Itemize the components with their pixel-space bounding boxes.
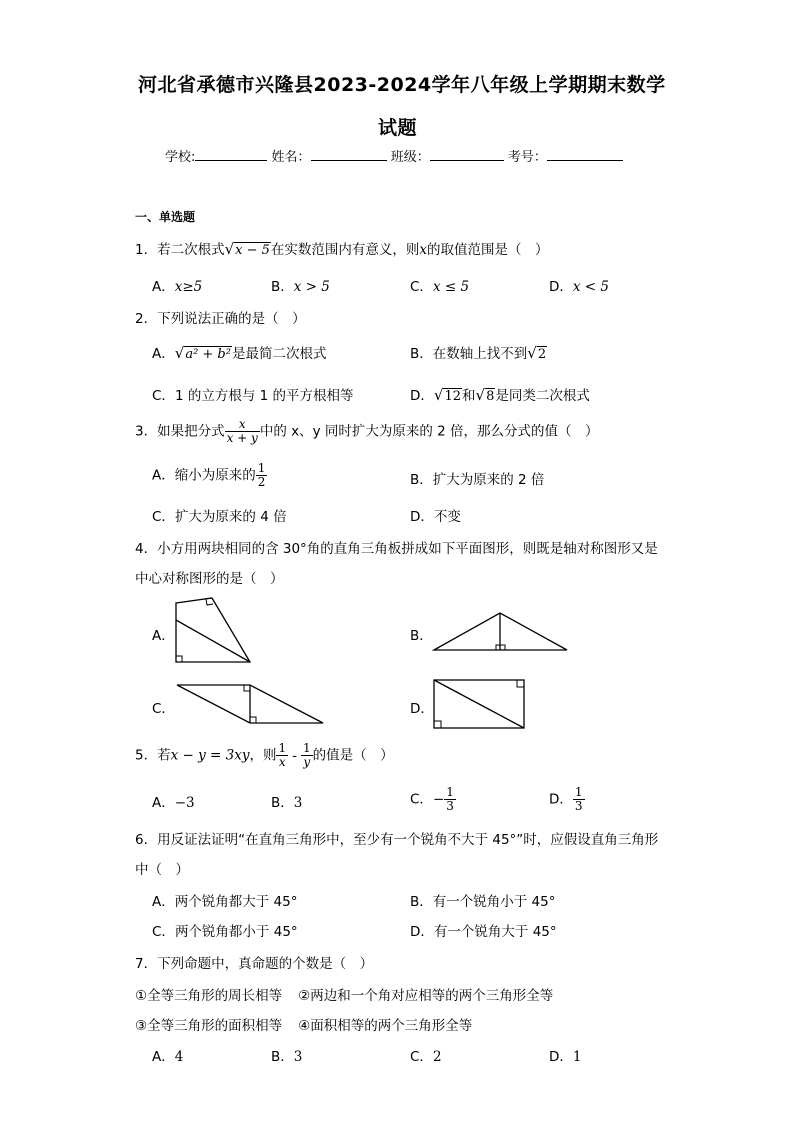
q5-option-d[interactable]: D． $\frac{1}{3}$ [549,785,583,813]
q5-condition: x − y = 3xy [170,747,250,764]
q7-statements-row1 [135,984,553,1004]
q2-option-a[interactable]: A．√a² + b²是最简二次根式 [152,344,327,362]
section-title: 一、单选题 [135,210,196,224]
q1-suffix: 的取值范围是（ ） [427,242,549,258]
question-2: 2．下列说法正确的是（ ） [135,311,306,327]
q1-option-b[interactable]: B．x > 5 [271,279,330,295]
q1-option-c[interactable]: C．x ≤ 5 [410,279,470,295]
page-title-line1: 河北省承德市兴隆县2023-2024学年八年级上学期期末数学 [138,74,666,96]
q3-option-d[interactable]: D．不变 [410,509,461,525]
q7-statement-4: ④面积相等的两个三角形全等 [298,1018,473,1034]
student-info-row [165,146,623,165]
q1-prefix: 1．若二次根式 [135,242,225,258]
q7-option-b[interactable]: B．3 [271,1049,303,1065]
q7-statement-3: ③全等三角形的面积相等 [135,1018,283,1034]
q5-option-a[interactable]: A．−3 [152,795,195,811]
name-label: 姓名： [271,150,311,165]
q5-option-c[interactable]: C．− $\frac{1}{3}$ [410,785,454,813]
q3-fraction: $\frac{x}{x + y}$ [226,417,258,445]
class-label: 班级： [390,150,430,165]
q3-option-c[interactable]: C．扩大为原来的 4 倍 [152,509,287,525]
q1-var: x [419,242,428,258]
question-5: 5．若x − y = 3xy，则 $\frac{1}{x}$ - $\frac{1}{y}$ 的值是（ ） [135,741,394,769]
q3-a-fraction: $\frac{1}{2}$ [257,461,266,489]
q4-option-c[interactable]: C． [152,701,175,717]
q3-option-b[interactable]: B．扩大为原来的 2 倍 [410,472,545,488]
q2-a-radicand: a² + b² [185,347,231,362]
q4-figure-a [170,598,255,668]
q6-option-c[interactable]: C．两个锐角都小于 45° [152,924,298,940]
q7-statement-1: ①全等三角形的周长相等 [135,988,283,1004]
q2-d-radicand-1: 12 [444,389,462,404]
question-6-line1: 6．用反证法证明“在直角三角形中，至少有一个锐角不大于 45°”时，应假设直角三角形 [135,832,659,848]
q4-figure-c [175,682,327,726]
class-field[interactable] [430,148,504,161]
question-7: 7．下列命题中，真命题的个数是（ ） [135,956,374,972]
page-title-line2: 试题 [378,117,418,139]
question-3: 3．如果把分式 $\frac{x}{x + y}$ 中的 x、y 同时扩大为原来的 2 倍，那么分式的值（ ） [135,417,599,445]
q1-middle: 在实数范围内有意义，则 [270,242,420,258]
q2-option-b[interactable]: B．在数轴上找不到√2 [410,344,547,362]
q7-statements-row2 [135,1014,472,1034]
question-4-line2: 中心对称图形的是（ ） [135,571,284,587]
q6-option-d[interactable]: D．有一个锐角大于 45° [410,924,557,940]
q6-option-b[interactable]: B．有一个锐角小于 45° [410,894,556,910]
name-field[interactable] [311,148,387,161]
q3-option-a[interactable]: A．缩小为原来的 $\frac{1}{2}$ [152,461,266,489]
number-field[interactable] [547,148,623,161]
q1-radical: √x − 5 [224,240,270,258]
school-field[interactable] [195,148,267,161]
number-label: 考号： [507,150,547,165]
question-4-line1: 4．小方用两块相同的含 30°角的直角三角板拼成如下平面图形，则既是轴对称图形又是 [135,541,658,557]
q2-option-c[interactable]: C．1 的立方根与 1 的平方根相等 [152,388,354,404]
q7-option-a[interactable]: A．4 [152,1049,184,1065]
q7-statement-2: ②两边和一个角对应相等的两个三角形全等 [298,988,554,1004]
school-label: 学校: [165,150,196,165]
q4-option-b[interactable]: B． [410,628,433,644]
question-1 [135,238,549,258]
q6-option-a[interactable]: A．两个锐角都大于 45° [152,894,298,910]
q7-option-c[interactable]: C．2 [410,1049,442,1065]
q7-option-d[interactable]: D．1 [549,1049,582,1065]
q1-radicand: x − 5 [235,243,270,258]
q2-d-radicand-2: 8 [486,389,495,404]
q4-figure-b [432,610,572,655]
q2-option-d[interactable]: D．√12和√8是同类二次根式 [410,386,590,404]
q4-figure-d [432,678,527,731]
q2-b-radicand: 2 [537,347,547,362]
q1-option-d[interactable]: D．x < 5 [549,279,610,295]
q4-option-d[interactable]: D． [410,701,434,717]
q4-option-a[interactable]: A． [152,628,175,644]
q1-option-a[interactable]: A．x≥5 [152,279,203,295]
question-6-line2: 中（ ） [135,862,189,878]
q5-option-b[interactable]: B．3 [271,795,303,811]
